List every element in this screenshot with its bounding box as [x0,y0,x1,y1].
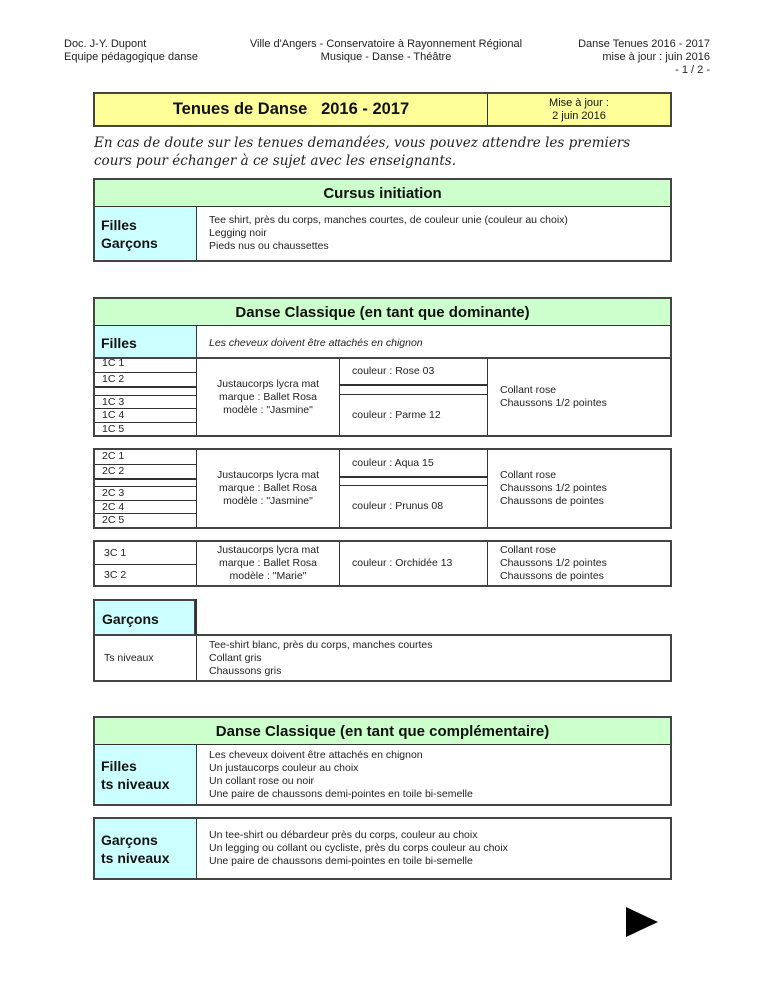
complementaire-title-text: Danse Classique (en tant que complémentaire) [215,722,550,740]
color-parme-12: couleur : Parme 12 [339,395,487,435]
dominante-section-header [93,297,672,359]
level-1c5: 1C 5 [95,422,196,435]
level-1c3: 1C 3 [95,395,196,408]
header-right [520,38,710,77]
update-date [487,94,670,125]
list-item: Chaussons gris [209,664,282,677]
level-3c2: 3C 2 [95,564,196,585]
page-title-text: Tenues de Danse 2016 - 2017 [172,100,410,118]
accessories-1c: Collant rose Chaussons 1/2 pointes [487,359,670,435]
color-rose-03: couleur : Rose 03 [339,359,487,386]
justaucorps-1c: Justaucorps lycra mat marque : Ballet Rosa modèle : "Jasmine" [196,359,339,435]
list-item: Une paire de chaussons demi-pointes en toile bi-semelle [209,787,473,800]
update-value: 2 juin 2016 [552,109,606,122]
dominante-garcons-label [93,599,196,636]
complementaire-filles-label: Filles ts niveaux [95,745,196,804]
level-2c3: 2C 3 [95,486,196,500]
justaucorps-3c: Justaucorps lycra mat marque : Ballet Rosa modèle : "Marie" [196,542,339,585]
dominante-title-text: Danse Classique (en tant que dominante) [235,303,530,321]
dominante-title [95,299,670,326]
level-gap [95,386,196,395]
label-garcons: Garçons [101,234,158,251]
level-2c2: 2C 2 [95,464,196,478]
group-3c [93,540,672,587]
filles-note-text: Les cheveux doivent être attachés en chignon [209,336,423,349]
group-1c [93,357,672,437]
list-item: Les cheveux doivent être attachés en chignon [209,748,423,761]
list-item: Une paire de chaussons demi-pointes en toile bi-semelle [209,855,473,867]
label-filles: Filles [101,216,137,233]
color-gap [339,478,487,486]
header-left [64,38,234,64]
title-box [93,92,672,127]
dominante-garcons-row [93,634,672,682]
complementaire-garcons-items [196,819,670,878]
play-arrow-icon [625,906,659,938]
cursus-initiation-label [95,207,196,260]
list-item: Un justaucorps couleur au choix [209,761,359,774]
list-item: Un collant rose ou noir [209,774,315,787]
garcons-items [196,636,670,680]
level-3c1: 3C 1 [104,546,127,559]
level-1c2: 1C 2 [95,372,196,386]
intro-note-line2: cours pour échanger à ce sujet avec les enseignants. [94,153,457,169]
complementaire-garcons-section [93,817,672,880]
complementaire-garcons-label: Garçons ts niveaux [95,819,196,878]
cursus-initiation-title [95,180,670,207]
list-item: Tee-shirt blanc, près du corps, manches courtes [209,638,433,651]
accessories-3c: Collant rose Chaussons 1/2 pointes Chaussons de pointes [487,542,670,585]
complementaire-title [95,718,670,745]
dominante-filles-note [196,326,670,359]
color-gap [339,386,487,395]
level-1c4: 1C 4 [95,408,196,422]
header-doc-title: Danse Tenues 2016 - 2017 [578,38,710,50]
list-item: Legging noir [209,227,267,239]
page-title [95,94,487,125]
cursus-initiation-items [196,207,670,260]
header-center [236,38,536,64]
list-item: Pieds nus ou chaussettes [209,240,329,252]
header-institution: Ville d'Angers - Conservatoire à Rayonnement Régional [249,38,523,50]
level-1c1: 1C 1 [102,357,125,369]
header-author: Doc. J-Y. Dupont [64,38,147,50]
color-aqua-15: couleur : Aqua 15 [339,450,487,478]
filles-label-text: Filles [101,334,137,351]
list-item: Tee shirt, près du corps, manches courtes, de couleur unie (couleur au choix) [209,214,568,226]
level-gap [95,478,196,486]
color-prunus-08: couleur : Prunus 08 [339,486,487,527]
level-2c5: 2C 5 [95,513,196,527]
level-2c4: 2C 4 [95,500,196,513]
accessories-2c: Collant rose Chaussons 1/2 pointes Chaussons de pointes [487,450,670,527]
list-item: Un legging ou collant ou cycliste, près du corps couleur au choix [209,842,508,854]
cursus-initiation-section [93,178,672,262]
cursus-initiation-title-text: Cursus initiation [323,184,442,202]
garcons-label-text: Garçons [102,610,159,627]
complementaire-section [93,716,672,806]
header-team: Equipe pédagogique danse [64,51,198,63]
color-orchidee-13: couleur : Orchidée 13 [339,542,487,585]
header-departments: Musique - Danse - Théâtre [320,51,452,63]
complementaire-filles-items [196,745,670,804]
list-item: Un tee-shirt ou débardeur près du corps, couleur au choix [209,829,478,841]
header-update: mise à jour : juin 2016 [602,51,710,63]
garcons-label-divider [195,599,197,636]
level-2c1: 2C 1 [102,450,125,462]
update-label: Mise à jour : [549,96,609,109]
header-page-number: - 1 / 2 - [675,64,710,76]
justaucorps-2c: Justaucorps lycra mat marque : Ballet Rosa modèle : "Jasmine" [196,450,339,527]
list-item: Collant gris [209,651,262,664]
intro-note-line1: En cas de doute sur les tenues demandées, vous pouvez attendre les premiers [94,135,631,151]
dominante-filles-label [95,326,196,359]
intro-note [94,134,694,170]
garcons-level: Ts niveaux [104,651,154,664]
group-2c [93,448,672,529]
